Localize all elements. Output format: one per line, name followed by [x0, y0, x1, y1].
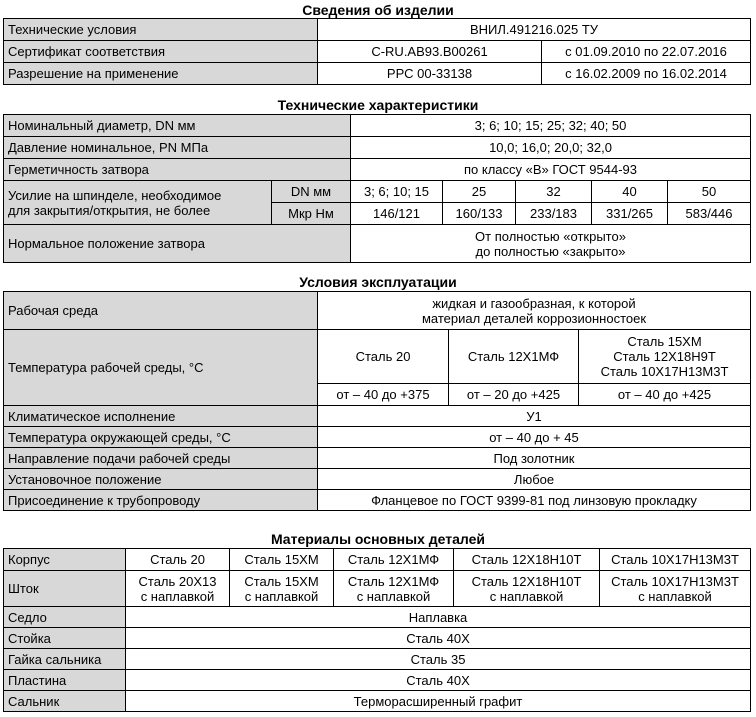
product-info-title: Сведения об изделии — [302, 2, 454, 18]
connection-label: Присоединение к трубопроводу — [4, 490, 318, 511]
body-material-cell: Сталь 12Х1МФ — [334, 549, 454, 571]
table-row — [4, 406, 751, 427]
medium-value — [318, 292, 751, 330]
steel-cell — [579, 330, 751, 384]
table-row — [4, 63, 751, 85]
force-mkr-cell: 146/121 — [351, 203, 443, 225]
medium-label: Рабочая среда — [4, 292, 318, 330]
dn-label: Номинальный диаметр, DN мм — [4, 115, 351, 137]
gland-nut-value: Сталь 35 — [126, 649, 751, 670]
valve-position-label: Нормальное положение затвора — [4, 225, 351, 263]
force-dn-cell: 50 — [668, 181, 751, 203]
flow-direction-value: Под золотник — [318, 448, 751, 469]
valve-position-line: От полностью «открыто» — [475, 228, 626, 244]
pn-label: Давление номинальное, PN МПа — [4, 137, 351, 159]
force-label-line: Усилие на шпинделе, необходимое — [8, 187, 222, 203]
table-row — [4, 670, 751, 691]
stem-material: Сталь 12Х1МФ — [347, 573, 440, 589]
spec-value: ВНИЛ.491216.025 ТУ — [318, 19, 751, 41]
stem-suffix: с наплавкой — [489, 588, 564, 604]
body-material-cell: Сталь 15ХМ — [230, 549, 334, 571]
materials-table — [3, 548, 751, 712]
table-row — [4, 159, 751, 181]
table-row — [4, 19, 751, 41]
work-temp-label: Температура рабочей среды, °С — [4, 330, 318, 406]
plate-label: Пластина — [4, 670, 126, 691]
pn-value: 10,0; 16,0; 20,0; 32,0 — [351, 137, 751, 159]
gland-packing-label: Сальник — [4, 691, 126, 712]
post-label: Стойка — [4, 628, 126, 649]
steel-line: Сталь 12Х18Н9Т — [613, 349, 716, 364]
tech-table — [3, 114, 751, 263]
table-row — [4, 181, 751, 203]
force-mkr-cell: 583/446 — [668, 203, 751, 225]
permit-value: РРС 00-33138 — [318, 63, 542, 85]
tightness-value: по классу «В» ГОСТ 9544-93 — [351, 159, 751, 181]
valve-position-value — [351, 225, 751, 263]
permit-period: с 16.02.2009 по 16.02.2014 — [542, 63, 751, 85]
flow-direction-label: Направление подачи рабочей среды — [4, 448, 318, 469]
table-row — [4, 649, 751, 670]
post-value: Сталь 40Х — [126, 628, 751, 649]
tech-title: Технические характеристики — [277, 97, 479, 113]
stem-material-cell — [230, 571, 334, 607]
steel-cell: Сталь 20 — [318, 330, 449, 384]
force-dn-cell: 40 — [592, 181, 668, 203]
ambient-temp-label: Температура окружающей среды, °С — [4, 427, 318, 448]
force-dn-label: DN мм — [272, 181, 351, 203]
table-row — [4, 571, 751, 607]
seat-label: Седло — [4, 607, 126, 628]
table-row — [4, 292, 751, 330]
cert-value: C-RU.АВ93.В00261 — [318, 41, 542, 63]
plate-value: Сталь 40Х — [126, 670, 751, 691]
tightness-label: Герметичность затвора — [4, 159, 351, 181]
table-row — [4, 41, 751, 63]
table-row — [4, 628, 751, 649]
stem-suffix: с наплавкой — [140, 588, 215, 604]
ambient-temp-value: от – 40 до + 45 — [318, 427, 751, 448]
steel-cell: Сталь 12Х1МФ — [449, 330, 579, 384]
medium-line: материал деталей коррозионностоек — [421, 310, 647, 326]
force-mkr-label: Мкр Нм — [272, 203, 351, 225]
table-row — [4, 607, 751, 628]
table-row — [4, 469, 751, 490]
dn-value: 3; 6; 10; 15; 25; 32; 40; 50 — [351, 115, 751, 137]
materials-title: Материалы основных деталей — [270, 531, 486, 547]
valve-position-line: до полностью «закрыто» — [475, 243, 626, 259]
stem-material: Сталь 15ХМ — [244, 573, 319, 589]
table-row — [4, 330, 751, 384]
stem-material: Сталь 10Х17Н13М3Т — [611, 573, 739, 589]
force-mkr-cell: 331/265 — [592, 203, 668, 225]
table-row — [4, 137, 751, 159]
medium-line: жидкая и газообразная, к которой — [432, 295, 636, 311]
steel-line: Сталь 15ХМ — [627, 334, 702, 349]
temp-range-cell: от – 40 до +375 — [318, 384, 449, 406]
permit-label: Разрешение на применение — [4, 63, 318, 85]
cert-period: с 01.09.2010 по 22.07.2016 — [542, 41, 751, 63]
temp-range-cell: от – 20 до +425 — [449, 384, 579, 406]
stem-suffix: с наплавкой — [638, 588, 712, 604]
stem-material-cell — [334, 571, 454, 607]
stem-material-cell — [454, 571, 600, 607]
body-label: Корпус — [4, 549, 126, 571]
climate-value: У1 — [318, 406, 751, 427]
table-row — [4, 115, 751, 137]
body-material-cell: Сталь 20 — [126, 549, 230, 571]
table-row — [4, 448, 751, 469]
body-material-cell: Сталь 12Х18Н10Т — [454, 549, 600, 571]
stem-material: Сталь 20Х13 — [138, 573, 217, 589]
table-row — [4, 490, 751, 511]
cert-label: Сертификат соответствия — [4, 41, 318, 63]
force-label — [4, 181, 272, 225]
steel-line: Сталь 10Х17Н13М3Т — [600, 364, 729, 379]
stem-material: Сталь 12Х18Н10Т — [471, 573, 582, 589]
temp-range-cell: от – 40 до +425 — [579, 384, 751, 406]
gland-packing-value: Терморасширенный графит — [126, 691, 751, 712]
spec-label: Технические условия — [4, 19, 318, 41]
stem-suffix: с наплавкой — [356, 588, 431, 604]
table-row — [4, 427, 751, 448]
stem-label: Шток — [4, 571, 126, 607]
force-dn-cell: 32 — [516, 181, 592, 203]
force-dn-cell: 25 — [443, 181, 516, 203]
stem-material-cell — [126, 571, 230, 607]
climate-label: Климатическое исполнение — [4, 406, 318, 427]
table-row — [4, 691, 751, 712]
force-dn-cell: 3; 6; 10; 15 — [351, 181, 443, 203]
install-position-value: Любое — [318, 469, 751, 490]
product-info-table — [3, 18, 751, 85]
table-row — [4, 225, 751, 263]
force-label-line: для закрытия/открытия, не более — [8, 202, 211, 218]
seat-value: Наплавка — [126, 607, 751, 628]
install-position-label: Установочное положение — [4, 469, 318, 490]
stem-suffix: с наплавкой — [244, 588, 319, 604]
table-row — [4, 549, 751, 571]
operation-table — [3, 291, 751, 511]
connection-value: Фланцевое по ГОСТ 9399-81 под линзовую прокладку — [318, 490, 751, 511]
body-material-cell: Сталь 10Х17Н13М3Т — [600, 549, 751, 571]
force-mkr-cell: 160/133 — [443, 203, 516, 225]
stem-material-cell — [600, 571, 751, 607]
operation-title: Условия эксплуатации — [299, 274, 457, 290]
force-mkr-cell: 233/183 — [516, 203, 592, 225]
gland-nut-label: Гайка сальника — [4, 649, 126, 670]
